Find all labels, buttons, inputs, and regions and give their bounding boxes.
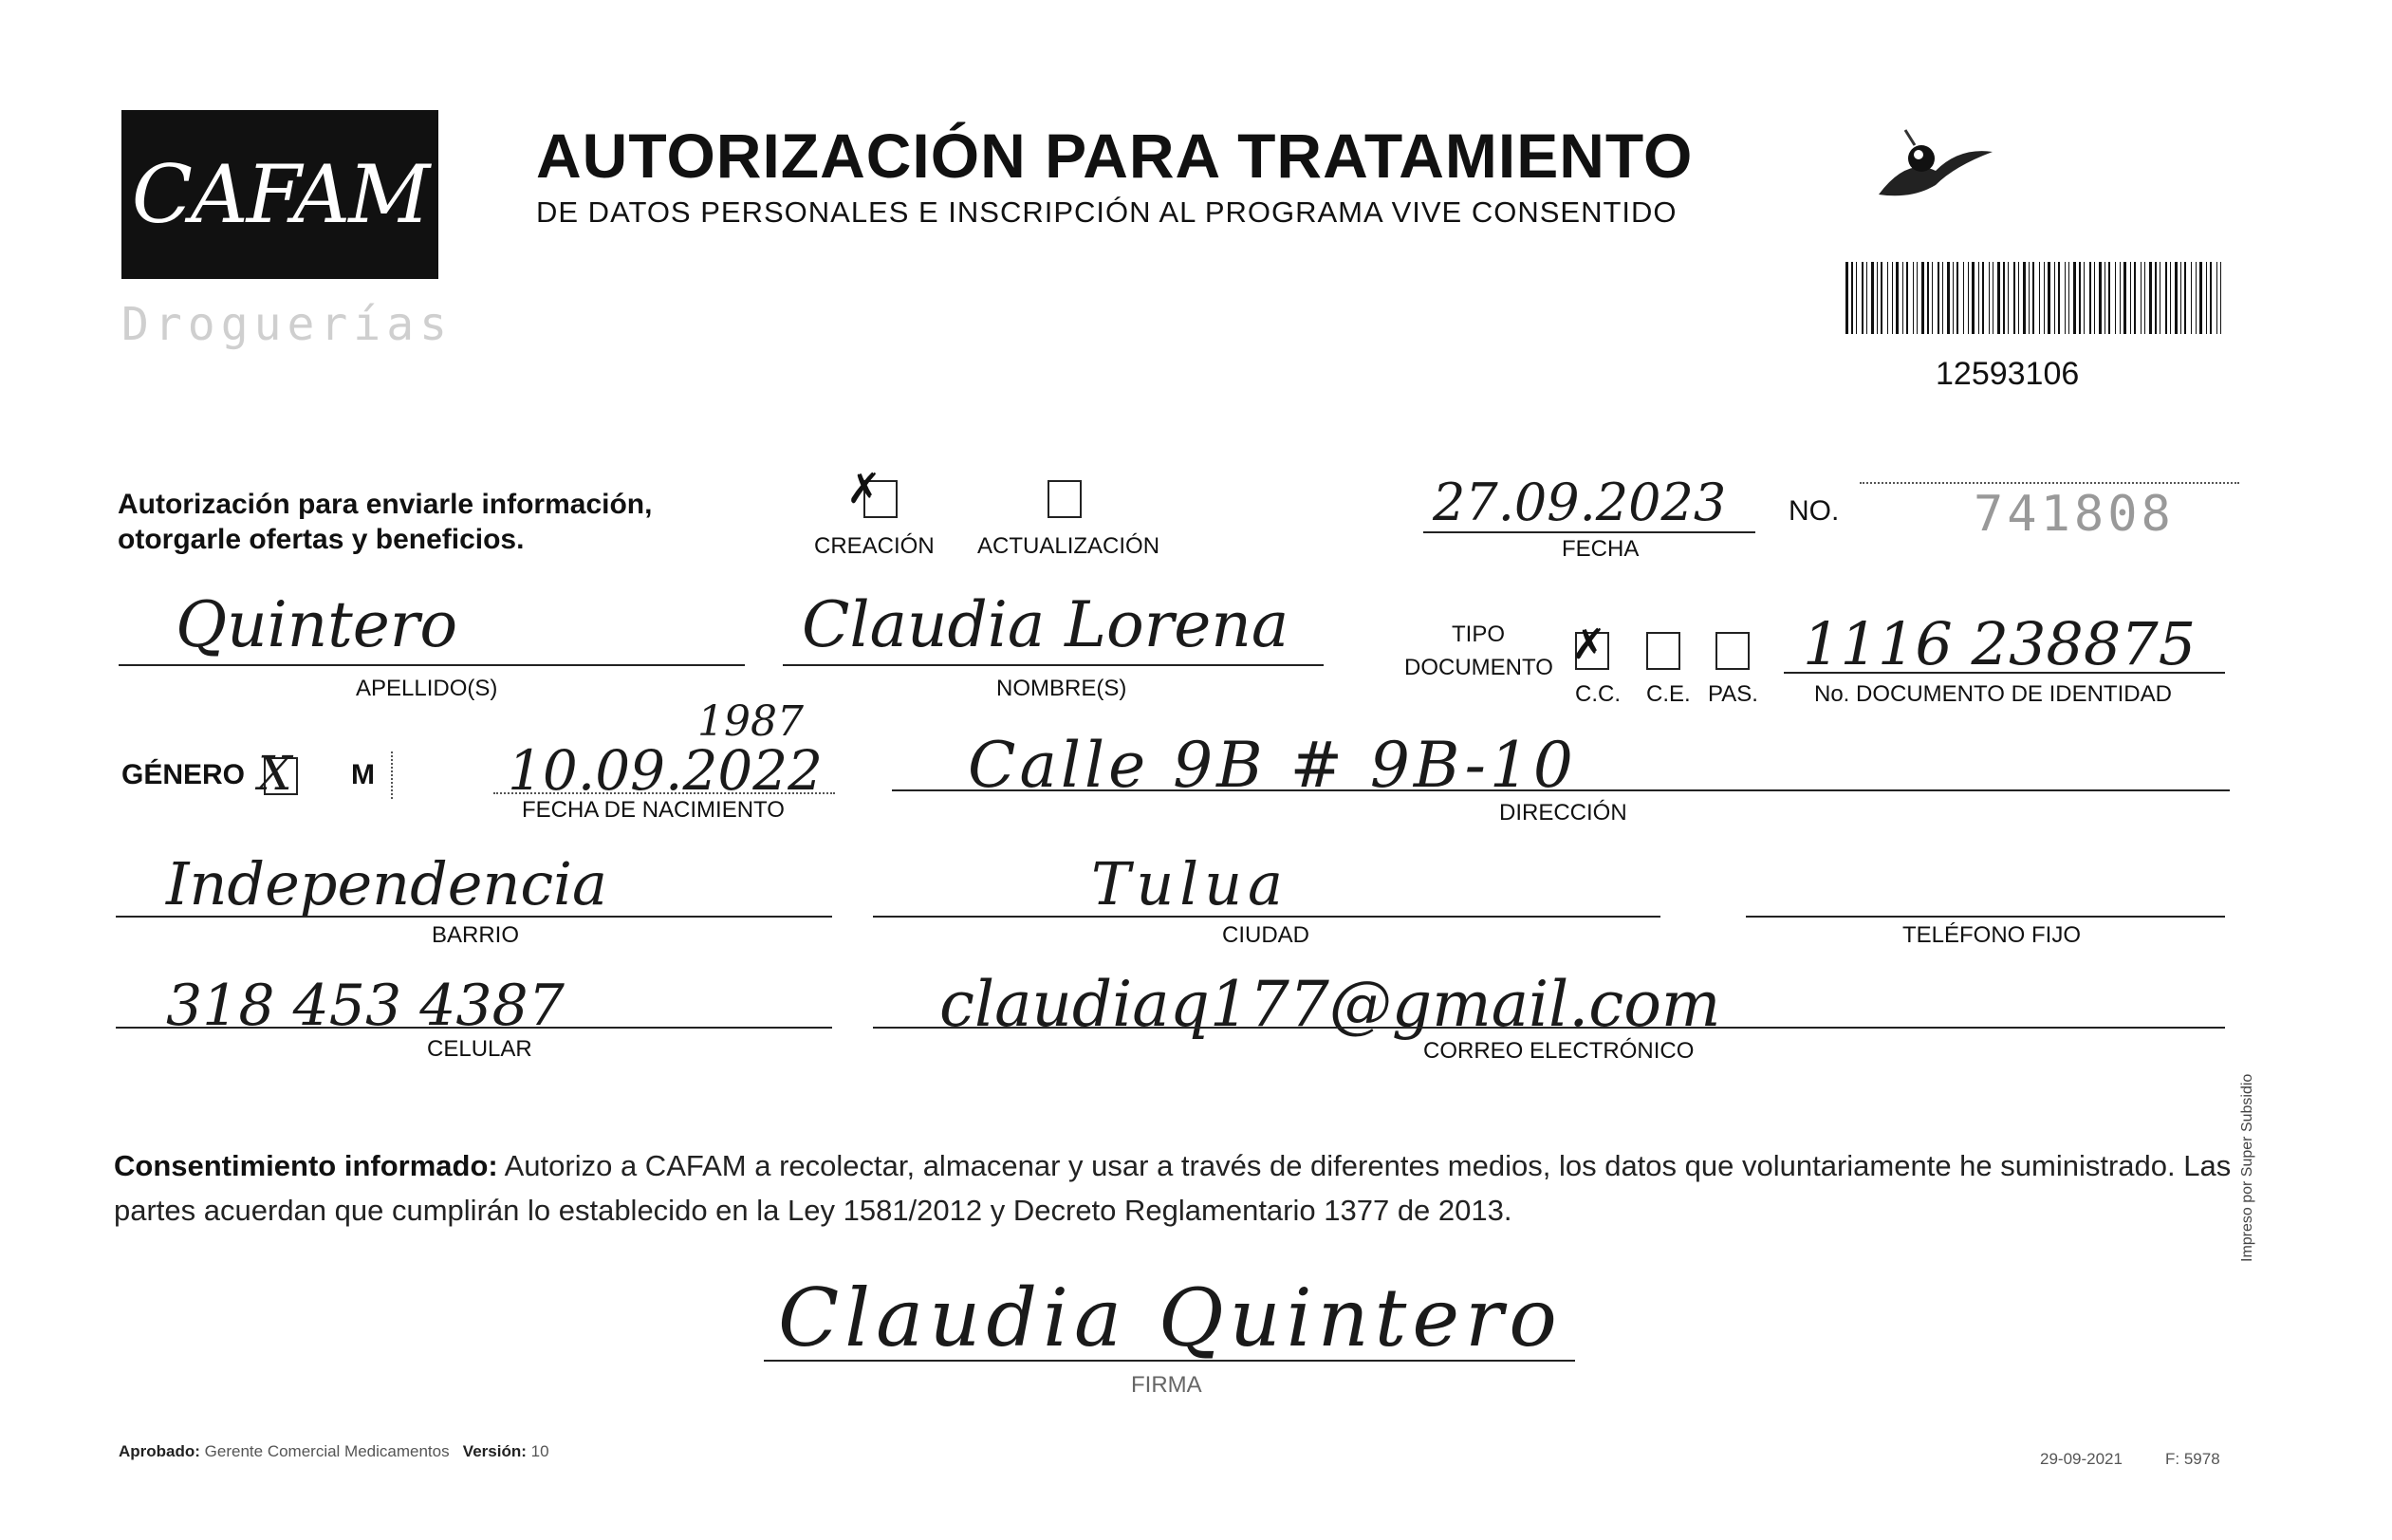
barcode-bar — [2094, 262, 2095, 334]
doc-type-label-1: TIPO — [1452, 622, 1506, 647]
barcode-bar — [1921, 262, 1924, 334]
barcode-bar — [2180, 262, 2181, 334]
barcode-bar — [1856, 262, 1857, 334]
last-name-label: APELLIDO(S) — [356, 676, 498, 701]
authorization-intro-line1: Autorización para enviarle información, — [118, 489, 653, 520]
barcode-bar — [2130, 262, 2131, 334]
barcode-bar — [2134, 262, 2136, 334]
phone-line — [1746, 916, 2225, 918]
barcode-bar — [2068, 262, 2069, 334]
consent-paragraph — [114, 1143, 2277, 1233]
barcode-bar — [1938, 262, 1939, 334]
barcode-bar — [1871, 262, 1874, 334]
barcode-bar — [2018, 262, 2019, 334]
barcode-bar — [2003, 262, 2005, 334]
last-name-line — [119, 664, 745, 666]
barcode-bar — [2155, 262, 2157, 334]
barcode-bar — [2165, 262, 2167, 334]
signature-label: FIRMA — [1131, 1372, 1202, 1398]
date-code: 29-09-2021 — [2040, 1450, 2123, 1468]
barcode-bar — [1892, 262, 1893, 334]
birth-date-label: FECHA DE NACIMIENTO — [522, 797, 785, 823]
date-line — [1423, 531, 1755, 533]
barcode-bar — [2008, 262, 2009, 334]
barcode-bar — [1997, 262, 2000, 334]
barcode-bar — [1953, 262, 1954, 334]
barcode-bar — [1927, 262, 1929, 334]
barcode-bar — [1851, 262, 1853, 334]
first-name-value[interactable]: Claudia Lorena — [802, 588, 1289, 661]
barcode-bar — [2196, 262, 2197, 334]
barcode-bar — [1896, 262, 1899, 334]
city-line — [873, 916, 1660, 918]
first-name-line — [783, 664, 1324, 666]
neighborhood-line — [116, 916, 832, 918]
address-line — [892, 789, 2230, 791]
doc-number-value[interactable]: 1116 238875 — [1803, 609, 2197, 678]
barcode-bar — [2084, 262, 2085, 334]
form-subtitle: DE DATOS PERSONALES E INSCRIPCIÓN AL PROGRAMA VIVE CONSENTIDO — [536, 195, 1678, 229]
update-checkbox[interactable] — [1048, 480, 1082, 518]
barcode-bar — [2032, 262, 2034, 334]
barcode-bar — [1932, 262, 1933, 334]
signature-value[interactable]: Claudia Quintero — [778, 1271, 1563, 1364]
barcode-bar — [2044, 262, 2045, 334]
number-value: 741808 — [1974, 486, 2175, 543]
number-label: NO. — [1789, 495, 1840, 527]
mobile-value[interactable]: 318 453 4387 — [166, 973, 565, 1039]
mobile-line — [116, 1027, 832, 1029]
barcode-bar — [1942, 262, 1943, 334]
barcode-bar — [1963, 262, 1964, 334]
email-value[interactable]: claudiaq177@gmail.com — [939, 968, 1721, 1041]
number-top-line — [1860, 482, 2239, 484]
barcode-bar — [2206, 262, 2207, 334]
signature-line — [764, 1360, 1575, 1362]
doc-cc-check-mark: ✗ — [1571, 621, 1606, 669]
barcode-bar — [2029, 262, 2030, 334]
barcode-bar — [2149, 262, 2152, 334]
consent-heading: Consentimiento informado: — [114, 1149, 498, 1182]
barcode-bar — [2216, 262, 2217, 334]
side-print-text: Impreso por Super Subsidio — [2239, 1073, 2255, 1262]
birth-correction: 1987 — [697, 697, 804, 746]
barcode-bar — [1877, 262, 1878, 334]
gender-m-label: M — [351, 759, 375, 790]
barcode-bar — [2039, 262, 2040, 334]
barcode-bar — [2170, 262, 2171, 334]
barcode-bar — [2099, 262, 2102, 334]
barcode-bar — [1845, 262, 1848, 334]
creation-label: CREACIÓN — [814, 533, 935, 559]
barcode-bar — [2073, 262, 2076, 334]
barcode-bar — [1902, 262, 1903, 334]
mobile-label: CELULAR — [427, 1036, 532, 1062]
barcode-bar — [2184, 262, 2186, 334]
barcode-bar — [2191, 262, 2192, 334]
barcode-bar — [2079, 262, 2081, 334]
barcode-bar — [2120, 262, 2121, 334]
version-value: 10 — [530, 1442, 549, 1460]
barcode — [1845, 262, 2225, 334]
barcode-bar — [2089, 262, 2091, 334]
doc-number-label: No. DOCUMENTO DE IDENTIDAD — [1814, 681, 2172, 707]
approved-row — [119, 1442, 549, 1461]
logo-subtext: Droguerías — [121, 298, 453, 351]
barcode-bar — [1862, 262, 1864, 334]
doc-pas-label: PAS. — [1708, 681, 1758, 707]
birth-date-value[interactable]: 10.09.2022 — [508, 738, 824, 803]
bird-logo-icon — [1869, 119, 1997, 209]
barcode-bar — [2058, 262, 2060, 334]
date-label: FECHA — [1562, 536, 1640, 562]
barcode-bar — [1972, 262, 1975, 334]
neighborhood-label: BARRIO — [432, 922, 520, 948]
creation-check-mark: ✗ — [846, 465, 881, 513]
address-value[interactable]: Calle 9B # 9B-10 — [968, 729, 1577, 802]
barcode-bar — [2141, 262, 2142, 334]
barcode-bar — [1968, 262, 1969, 334]
form-code: F: 5978 — [2165, 1450, 2220, 1468]
barcode-bar — [1989, 262, 1990, 334]
barcode-bar — [1866, 262, 1867, 334]
barcode-bar — [2175, 262, 2178, 334]
phone-label: TELÉFONO FIJO — [1902, 922, 2082, 948]
date-value[interactable]: 27.09.2023 — [1433, 473, 1727, 532]
consent-text: Autorizo a CAFAM a recolectar, almacenar y usar a través de diferentes medios, los datos que voluntariamente he suministrado. Las partes acuerdan que cumplirán lo establecido en la Ley 1581/2012 y Decreto Reglamentario 1377 de 2013. — [114, 1149, 2232, 1227]
email-line — [873, 1027, 2225, 1029]
approved-value: Gerente Comercial Medicamentos — [204, 1442, 450, 1460]
barcode-bar — [2199, 262, 2202, 334]
barcode-bar — [1982, 262, 1984, 334]
barcode-bar — [1978, 262, 1979, 334]
doc-ce-checkbox[interactable] — [1646, 632, 1680, 670]
last-name-value[interactable]: Quintero — [176, 588, 458, 661]
barcode-number: 12593106 — [1936, 356, 2080, 392]
barcode-bar — [1956, 262, 1958, 334]
barcode-bar — [2048, 262, 2050, 334]
approved-label: Aprobado: — [119, 1442, 200, 1460]
gender-f-mark: X — [258, 746, 292, 801]
barcode-bar — [1881, 262, 1882, 334]
doc-cc-label: C.C. — [1575, 681, 1621, 707]
barcode-bar — [2013, 262, 2015, 334]
barcode-bar — [2054, 262, 2055, 334]
barcode-bar — [1947, 262, 1950, 334]
barcode-bar — [2210, 262, 2212, 334]
barcode-bar — [2144, 262, 2145, 334]
barcode-bar — [2220, 262, 2221, 334]
city-label: CIUDAD — [1222, 922, 1310, 948]
gender-label: GÉNERO — [121, 759, 246, 790]
barcode-bar — [2023, 262, 2026, 334]
authorization-intro-line2: otorgarle ofertas y beneficios. — [118, 524, 525, 555]
email-label: CORREO ELECTRÓNICO — [1423, 1038, 1695, 1064]
doc-type-label-2: DOCUMENTO — [1404, 655, 1553, 680]
barcode-bar — [1917, 262, 1918, 334]
neighborhood-value[interactable]: Independencia — [166, 849, 607, 918]
barcode-bar — [1887, 262, 1888, 334]
barcode-bar — [2108, 262, 2110, 334]
logo-text: CAFAM — [131, 148, 429, 241]
update-label: ACTUALIZACIÓN — [977, 533, 1160, 559]
barcode-bar — [1906, 262, 1908, 334]
version-label: Versión: — [462, 1442, 527, 1460]
barcode-bar — [1913, 262, 1914, 334]
barcode-bar — [2115, 262, 2116, 334]
barcode-bar — [2123, 262, 2126, 334]
cafam-logo — [121, 110, 438, 279]
city-value[interactable]: Tulua — [1091, 849, 1289, 918]
doc-number-line — [1784, 672, 2225, 674]
first-name-label: NOMBRE(S) — [996, 676, 1127, 701]
gender-separator — [391, 751, 393, 799]
barcode-bar — [2065, 262, 2066, 334]
birth-date-line — [493, 792, 835, 794]
form-title: AUTORIZACIÓN PARA TRATAMIENTO — [536, 121, 1694, 191]
doc-ce-label: C.E. — [1646, 681, 1691, 707]
address-label: DIRECCIÓN — [1499, 800, 1627, 826]
doc-pas-checkbox[interactable] — [1715, 632, 1750, 670]
